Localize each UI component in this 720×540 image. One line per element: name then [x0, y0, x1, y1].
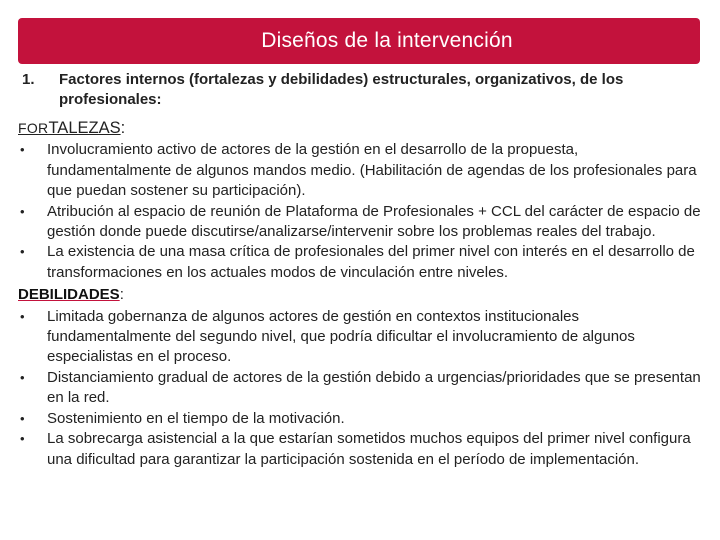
weakness-item-text: La sobrecarga asistencial a la que estarían sometidos muchos equipos del primer nivel configura una dificultad para garantizar la participación sostenida en el período de implementación.	[47, 430, 691, 468]
weakness-item-text: Limitada gobernanza de algunos actores de gestión en contextos institucionales fundamentalmente del segundo nivel, que podría dificultar el involucramiento de algunos especialistas en el proceso.	[47, 307, 635, 366]
strengths-list	[18, 140, 706, 283]
bullet-icon: •	[20, 142, 25, 158]
weakness-item	[18, 307, 706, 368]
weakness-item	[18, 429, 706, 470]
strength-item	[18, 202, 706, 243]
strength-item-text: Involucramiento activo de actores de la gestión en el desarrollo de la propuesta, fundamentalmente de algunos mandos medio. (Habilitación de agendas de los profesionales para que puedan sostener su participación).	[47, 141, 697, 200]
section-number: 1.	[22, 71, 35, 88]
bullet-icon: •	[20, 410, 25, 426]
weaknesses-heading-text: DEBILIDADES	[18, 286, 120, 304]
slide-body	[18, 118, 706, 470]
weakness-item	[18, 409, 706, 429]
title-banner	[18, 18, 700, 64]
strength-item-text: La existencia de una masa crítica de profesionales del primer nivel con interés en el desarrollo de transformaciones en los actuales modos de vinculación entre niveles.	[47, 243, 695, 281]
strengths-heading-colon: :	[120, 119, 126, 137]
bullet-icon: •	[20, 203, 25, 219]
weaknesses-heading-colon: :	[119, 286, 124, 304]
bullet-icon: •	[20, 308, 25, 324]
weakness-item-text: Sostenimiento en el tiempo de la motivación.	[47, 409, 345, 427]
strengths-heading-prefix: FOR	[18, 120, 49, 136]
weakness-item-text: Distanciamiento gradual de actores de la gestión debido a urgencias/prioridades que se presentan en la red.	[47, 368, 701, 407]
weaknesses-list	[18, 307, 706, 470]
bullet-icon: •	[20, 244, 25, 260]
weakness-item	[18, 368, 706, 409]
section-heading	[22, 70, 702, 110]
strengths-heading-rest: TALEZAS	[48, 119, 121, 137]
bullet-icon: •	[20, 369, 25, 385]
slide-title: Diseños de la intervención	[261, 29, 513, 52]
section-heading-text: Factores internos (fortalezas y debilidades) estructurales, organizativos, de los profesionales:	[59, 71, 624, 108]
strength-item	[18, 242, 706, 283]
strength-item-text: Atribución al espacio de reunión de Plataforma de Profesionales + CCL del carácter de espacio de gestión donde puede discutirse/analizarse/intervenir sobre los problemas reales del trabajo.	[47, 202, 701, 241]
weaknesses-heading	[18, 285, 706, 305]
strengths-heading	[18, 118, 706, 139]
bullet-icon: •	[20, 431, 25, 447]
strength-item	[18, 140, 706, 201]
